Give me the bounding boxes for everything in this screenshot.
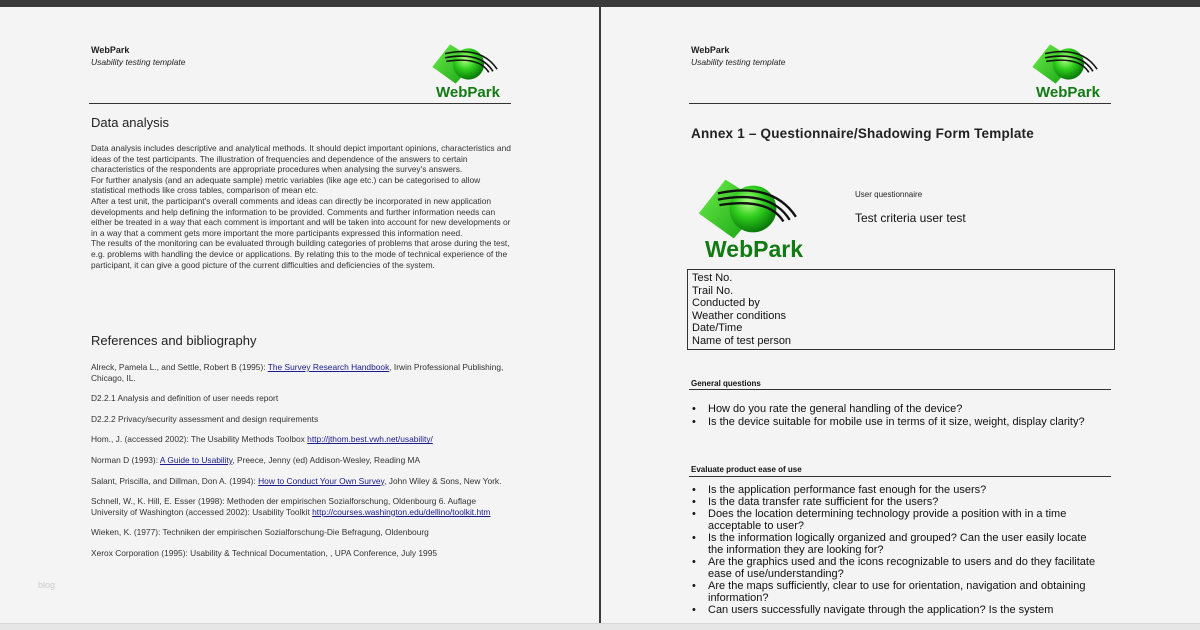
form-field-weather[interactable]: Weather conditions — [692, 309, 786, 322]
reference-link[interactable]: http://courses.washington.edu/dellino/toolkit.htm — [312, 506, 491, 517]
annex-title: Annex 1 – Questionnaire/Shadowing Form Template — [691, 126, 1034, 141]
reference-text: Salant, Priscilla, and Dillman, Don A. (1994): — [91, 475, 259, 486]
reference-text: Xerox Corporation (1995): Usability & Technical Documentation, , UPA Conference, July 1995 — [91, 547, 438, 558]
list-item: • Is the data transfer rate sufficient for the users? — [690, 496, 1100, 508]
general-questions-heading: General questions — [691, 379, 761, 388]
ease-of-use-heading: Evaluate product ease of use — [691, 465, 802, 474]
paragraph: The results of the monitoring can be evaluated through building categories of problems that arose during the test, e.g. problems with handling the device or applications. By relating this to the mode of technical experience of the participant, it can give a good picture of the current difficulties and deficiencies of the system. — [91, 238, 510, 270]
reference-text: D2.2.1 Analysis and definition of user needs report — [91, 393, 279, 404]
form-field-trail-no[interactable]: Trail No. — [692, 284, 734, 297]
header-subtitle: Usability testing template — [691, 57, 786, 67]
reference-text: , John Wiley & Sons, New York. — [384, 475, 502, 486]
header-title: WebPark — [91, 45, 130, 55]
reference-text: Schnell, W., K. Hill, E. Esser (1998): Methoden der empirischen Sozialforschung, Oldenbourg 6. Auflage University of Washington (accessed 2002): Usability Toolkit — [91, 496, 476, 517]
list-item: • How do you rate the general handling of the device? — [690, 403, 1090, 416]
paragraph: For further analysis (and an adequate sample) metric variables (like age etc.) can be categorised to allow statistical methods like cross tables, comparison of mean etc. — [91, 174, 481, 196]
reference-list — [91, 362, 511, 569]
reference-link[interactable]: http://jthom.best.vwh.net/usability/ — [307, 434, 433, 445]
reference-item — [91, 455, 511, 466]
section-rule — [689, 476, 1111, 477]
page-divider — [599, 7, 601, 630]
list-item: • Is the application performance fast enough for the users? — [690, 484, 1100, 496]
top-bar — [0, 0, 1200, 7]
questionnaire-label: User questionnaire — [855, 190, 923, 199]
reference-item — [91, 434, 511, 445]
bottom-strip — [0, 623, 1200, 630]
reference-text: Wieken, K. (1977): Techniken der empirischen Sozialforschung-Die Befragung, Oldenbourg — [91, 527, 429, 538]
general-questions-list — [690, 403, 1090, 428]
list-item: • Is the device suitable for mobile use in terms of it size, weight, display clarity? — [690, 416, 1090, 429]
paragraph: After a test unit, the participant's overall comments and ideas can directly be incorporated in new application developments and help defining the information to be provided. Comments and further information needs can either be treated in a way that each comment is important and will be taken into account for new developments or in a way that a comment gets more important the more participants expressed this information need. — [91, 195, 511, 238]
header-title: WebPark — [691, 45, 730, 55]
reference-text: Alreck, Pamela L., and Settle, Robert B (1995): — [91, 362, 268, 372]
reference-text: , Preece, Jenny (ed) Addison-Wesley, Reading MA — [232, 454, 421, 465]
reference-item — [91, 496, 511, 517]
reference-link[interactable]: A Guide to Usability — [159, 454, 233, 465]
form-field-test-person[interactable]: Name of test person — [692, 334, 792, 347]
list-item: • Is the information logically organized and grouped? Can the user easily locate the information they are looking for? — [690, 532, 1100, 556]
questionnaire-title: Test criteria user test — [855, 211, 966, 225]
reference-text: D2.2.2 Privacy/security assessment and design requirements — [91, 413, 319, 424]
reference-item — [91, 393, 511, 404]
header-rule — [89, 103, 511, 104]
list-item: • Does the location determining technology provide a position with in a time acceptable to user? — [690, 508, 1100, 532]
watermark: blog — [38, 580, 56, 590]
data-analysis-text — [91, 143, 511, 270]
reference-item — [91, 362, 511, 383]
reference-text: Norman D (1993): — [91, 454, 160, 465]
form-field-conducted-by[interactable]: Conducted by — [692, 297, 760, 310]
reference-text: Hom., J. (accessed 2002): The Usability Methods Toolbox — [91, 434, 308, 445]
paragraph: Data analysis includes descriptive and analytical methods. It should depict important opinions, characteristics and ideas of the test participants. The illustration of frequencies and dependence of the answers to certain characteristics of the respondents are appropriate procedures when analysing the survey's answers. — [91, 143, 511, 175]
reference-link[interactable]: How to Conduct Your Own Survey — [258, 475, 385, 486]
header-rule — [689, 103, 1111, 104]
list-item: • Are the graphics used and the icons recognizable to users and do they facilitate ease of use/understanding? — [690, 556, 1100, 580]
section-heading: Data analysis — [91, 115, 170, 130]
test-info-form — [687, 269, 1115, 350]
header-subtitle: Usability testing template — [91, 57, 186, 67]
reference-item — [91, 414, 511, 425]
ease-of-use-list — [690, 484, 1100, 616]
form-field-test-no[interactable]: Test No. — [692, 272, 733, 284]
webpark-logo: WebPark — [426, 38, 511, 102]
form-field-date-time[interactable]: Date/Time — [692, 322, 743, 335]
reference-item — [91, 548, 511, 559]
reference-item — [91, 527, 511, 538]
reference-text: , Irwin Professional Publishing, Chicago, IL. — [91, 362, 504, 383]
list-item: • Are the maps sufficiently, clear to use for orientation, navigation and obtaining information? — [690, 580, 1100, 604]
section-heading: References and bibliography — [91, 333, 257, 348]
list-item: • Can users successfully navigate through the application? Is the system — [690, 604, 1100, 616]
webpark-large-logo: WebPark — [688, 170, 818, 265]
section-rule — [689, 389, 1111, 390]
webpark-logo: WebPark — [1026, 38, 1111, 102]
reference-item — [91, 476, 511, 487]
reference-link[interactable]: The Survey Research Handbook — [267, 362, 390, 372]
